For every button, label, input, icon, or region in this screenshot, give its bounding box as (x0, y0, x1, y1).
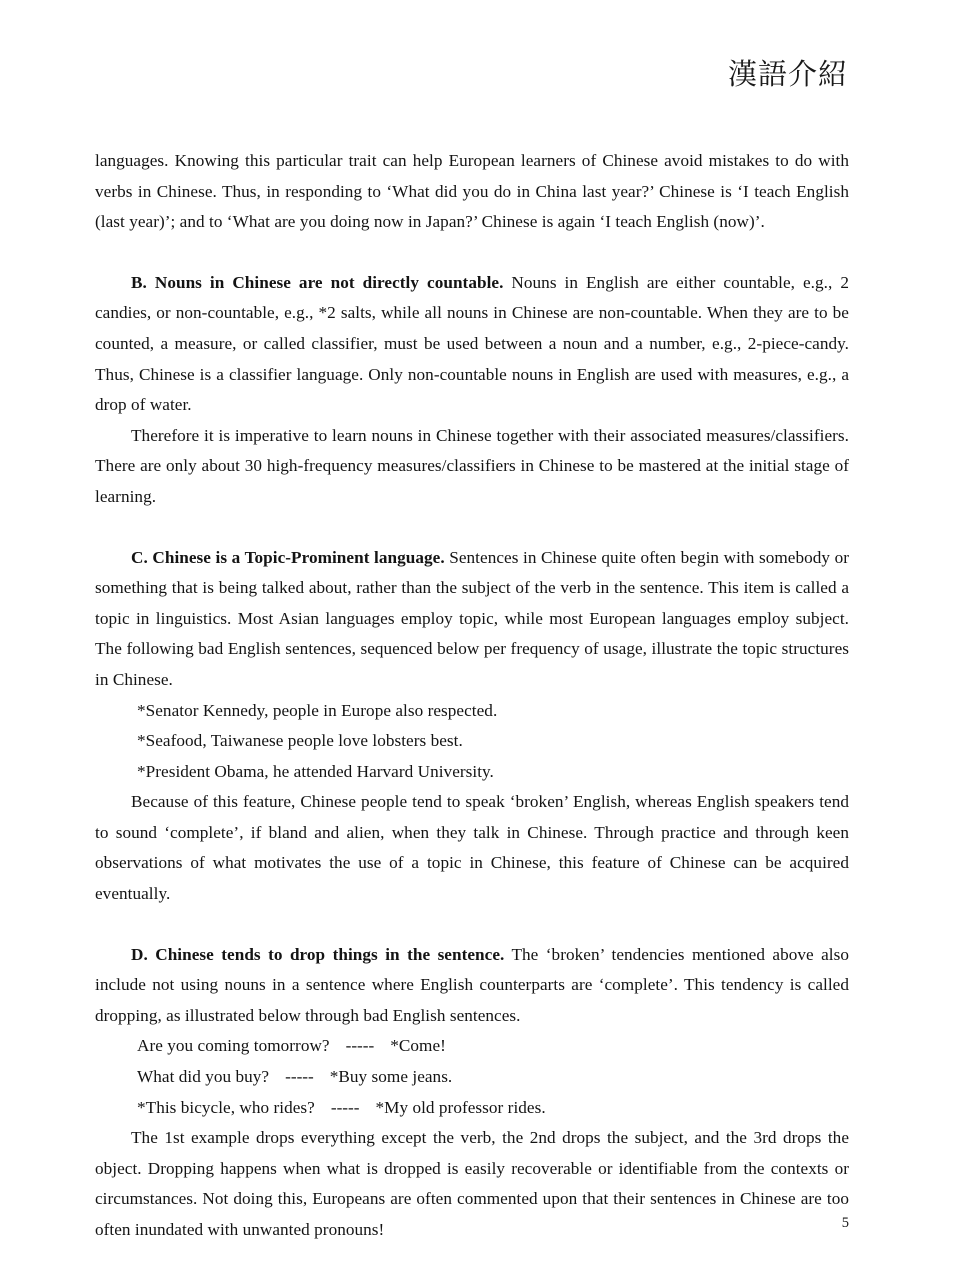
section-d-example-1 (95, 1031, 849, 1062)
section-b-paragraph-2: Therefore it is imperative to learn nouns in Chinese together with their associated measures/classifiers. There are only about 30 high-frequency measures/classifiers in Chinese to be mastered at the initial stage of learning. (95, 425, 849, 506)
paragraph-continued: languages. Knowing this particular trait can help European learners of Chinese avoid mistakes to do with verbs in Chinese. Thus, in responding to ‘What did you do in China last year?’ Chinese is ‘I teach English (last year)’; and to ‘What are you doing now in Japan?’ Chinese is again ‘I teach English (now)’. (95, 151, 849, 232)
section-d-paragraph-2: The 1st example drops everything except the verb, the 2nd drops the subject, and the 3rd drops the object. Dropping happens when what is dropped is easily recoverable or identifiable from the contexts or circumstances. Not doing this, Europeans are often commented upon that their sentences in Chinese are too often inundated with unwanted pronouns! (95, 1128, 849, 1239)
section-c-example-3: *President Obama, he attended Harvard University. (137, 761, 494, 781)
running-header: 漢語介紹 (727, 57, 848, 91)
section-c-paragraph-1 (95, 543, 849, 696)
section-d-heading: D. Chinese tends to drop things in the sentence. (131, 944, 505, 964)
section-d-example-3 (95, 1093, 849, 1124)
section-d-example-1-prompt: Are you coming tomorrow? (137, 1036, 330, 1056)
section-d-example-3-prompt: *This bicycle, who rides? (137, 1097, 315, 1117)
section-d-example-2-separator: ----- (285, 1067, 314, 1087)
section-b-paragraph-1 (95, 268, 849, 421)
section-c-heading: C. Chinese is a Topic-Prominent language. (131, 547, 445, 567)
page-number: 5 (841, 1215, 849, 1231)
section-d-paragraph-1-text: The ‘broken’ tendencies mentioned above also include not using nouns in a sentence where English counterparts are ‘complete’. This tendency is called dropping, as illustrated below through bad English sentences. (95, 944, 850, 1025)
section-c-paragraph-1-text: Sentences in Chinese quite often begin with somebody or something that is being talked about, rather than the subject of the verb in the sentence. This item is called a topic in linguistics. Most Asian languages employ topic, while most European languages employ subject. The following bad English sentences, sequenced below per frequency of usage, illustrate the topic structures in Chinese. (95, 547, 849, 689)
section-d-example-2-prompt: What did you buy? (137, 1067, 270, 1087)
section-d-example-2 (95, 1062, 849, 1093)
section-d-example-1-separator: ----- (345, 1036, 375, 1056)
section-d-paragraph-1 (95, 940, 849, 1032)
section-b-heading: B. Nouns in Chinese are not directly countable. (131, 272, 504, 292)
section-d-example-1-response: *Come! (390, 1036, 446, 1056)
section-d-example-2-response: *Buy some jeans. (329, 1067, 453, 1087)
section-d-example-3-separator: ----- (330, 1097, 360, 1117)
text-column (95, 146, 849, 1246)
section-c-example-1: *Senator Kennedy, people in Europe also respected. (137, 700, 498, 720)
section-d-example-3-response: *My old professor rides. (375, 1097, 546, 1117)
section-c-paragraph-2: Because of this feature, Chinese people tend to speak ‘broken’ English, whereas English speakers tend to sound ‘complete’, if bland and alien, when they talk in Chinese. Through practice and through keen observations of what motivates the use of a topic in Chinese, this feature of Chinese can be acquired eventually. (95, 792, 849, 904)
section-b-paragraph-1-text: Nouns in English are either countable, e.g., 2 candies, or non-countable, e.g., *2 salts, while all nouns in Chinese are non-countable. When they are to be counted, a measure, or called classifier, must be used between a noun and a number, e.g., 2-piece-candy. Thus, Chinese is a classifier language. Only non-countable nouns in English are used with measures, e.g., a drop of water. (95, 272, 850, 415)
section-c-example-2: *Seafood, Taiwanese people love lobsters best. (137, 731, 463, 751)
